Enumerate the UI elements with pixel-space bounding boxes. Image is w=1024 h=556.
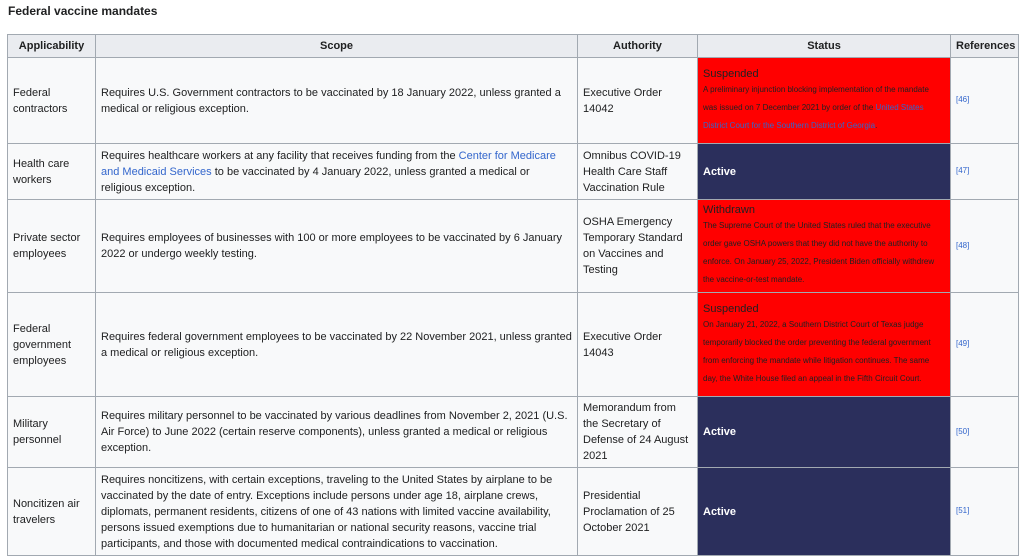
status-note-end: . <box>875 120 878 130</box>
cell-scope: Requires U.S. Government contractors to be vaccinated by 18 January 2022, unless granted a medical or religious exception. <box>96 58 578 144</box>
cell-authority: Executive Order 14042 <box>578 58 698 144</box>
table-row <box>8 58 1019 144</box>
header-applicability[interactable]: Applicability <box>8 35 96 58</box>
scope-text-end: to be vaccinated by 4 January 2022, unless granted a medical or religious exception. <box>101 165 530 194</box>
status-note <box>703 81 945 135</box>
table-row <box>8 200 1019 293</box>
cell-reference <box>951 58 1019 144</box>
cell-scope: Requires military personnel to be vaccinated by various deadlines from November 2, 2021 (U.S. Air Force) to June 2022 (certain reserve components), unless granted a medical or religious exception. <box>96 397 578 468</box>
cell-applicability: Federal government employees <box>8 293 96 397</box>
status-note: The Supreme Court of the United States ruled that the executive order gave OSHA powers that they did not have the authority to enforce. On January 25, 2022, President Biden officially withdrew the vaccine-or-test mandate. <box>703 221 935 284</box>
table-row <box>8 293 1019 397</box>
cell-authority: OSHA Emergency Temporary Standard on Vaccines and Testing <box>578 200 698 293</box>
table-row <box>8 144 1019 200</box>
scope-text: Requires healthcare workers at any facility that receives funding from the <box>101 149 459 162</box>
reference-link[interactable]: [48] <box>956 241 970 251</box>
vaccine-mandates-table <box>7 34 1019 556</box>
reference-link[interactable]: [50] <box>956 427 970 437</box>
cell-reference <box>951 293 1019 397</box>
cell-status: Active <box>698 397 951 468</box>
cell-reference <box>951 200 1019 293</box>
status-label: Withdrawn <box>703 204 755 216</box>
cell-applicability: Health care workers <box>8 144 96 200</box>
reference-link[interactable]: [49] <box>956 339 970 349</box>
header-authority[interactable]: Authority <box>578 35 698 58</box>
status-label: Suspended <box>703 67 759 80</box>
cell-status: Active <box>698 468 951 556</box>
cell-status: Active <box>698 144 951 200</box>
status-note: On January 21, 2022, a Southern District Court of Texas judge temporarily blocked the order preventing the federal government from enforcing the mandate while litigation continues. The same day, the White House filed an appeal in the Fifth Circuit Court. <box>703 319 931 383</box>
cell-reference <box>951 144 1019 200</box>
header-scope[interactable]: Scope <box>96 35 578 58</box>
cell-reference <box>951 468 1019 556</box>
cell-authority: Executive Order 14043 <box>578 293 698 397</box>
cell-applicability: Military personnel <box>8 397 96 468</box>
header-references[interactable]: References <box>951 35 1019 58</box>
status-note-text: A preliminary injunction blocking implementation of the mandate was issued on 7 December 2021 by order of the <box>703 84 929 112</box>
cell-applicability: Private sector employees <box>8 200 96 293</box>
court-link[interactable]: United States District Court for the Southern District of Georgia <box>703 102 924 130</box>
cell-scope: Requires federal government employees to be vaccinated by 22 November 2021, unless granted a medical or religious exception. <box>96 293 578 397</box>
cell-authority: Omnibus COVID-19 Health Care Staff Vaccination Rule <box>578 144 698 200</box>
table-row <box>8 468 1019 556</box>
status-label: Suspended <box>703 302 759 315</box>
cell-status <box>698 200 951 293</box>
cell-applicability: Noncitizen air travelers <box>8 468 96 556</box>
cell-authority: Memorandum from the Secretary of Defense of 24 August 2021 <box>578 397 698 468</box>
header-row <box>8 35 1019 58</box>
cell-scope: Requires employees of businesses with 100 or more employees to be vaccinated by 6 January 2022 or undergo weekly testing. <box>96 200 578 293</box>
cms-link[interactable]: Center for Medicare and Medicaid Services <box>101 149 556 178</box>
table-caption: Federal vaccine mandates <box>8 4 158 18</box>
cell-reference <box>951 397 1019 468</box>
header-status[interactable]: Status <box>698 35 951 58</box>
cell-status <box>698 58 951 144</box>
cell-authority: Presidential Proclamation of 25 October 2021 <box>578 468 698 556</box>
reference-link[interactable]: [47] <box>956 166 970 176</box>
cell-status <box>698 293 951 397</box>
reference-link[interactable]: [51] <box>956 506 970 516</box>
cell-scope <box>96 144 578 200</box>
table-row <box>8 397 1019 468</box>
cell-applicability: Federal contractors <box>8 58 96 144</box>
reference-link[interactable]: [46] <box>956 95 970 105</box>
cell-scope: Requires noncitizens, with certain exceptions, traveling to the United States by airplane to be vaccinated by the date of entry. Exceptions include persons under age 18, airplane crews, diplomats, permanent residents, citizens of one of 43 nations with limited vaccine availability, persons issued exemptions due to humanitarian or national security reasons, vaccine trial participants, and those with documented medical contraindications to vaccination. <box>96 468 578 556</box>
